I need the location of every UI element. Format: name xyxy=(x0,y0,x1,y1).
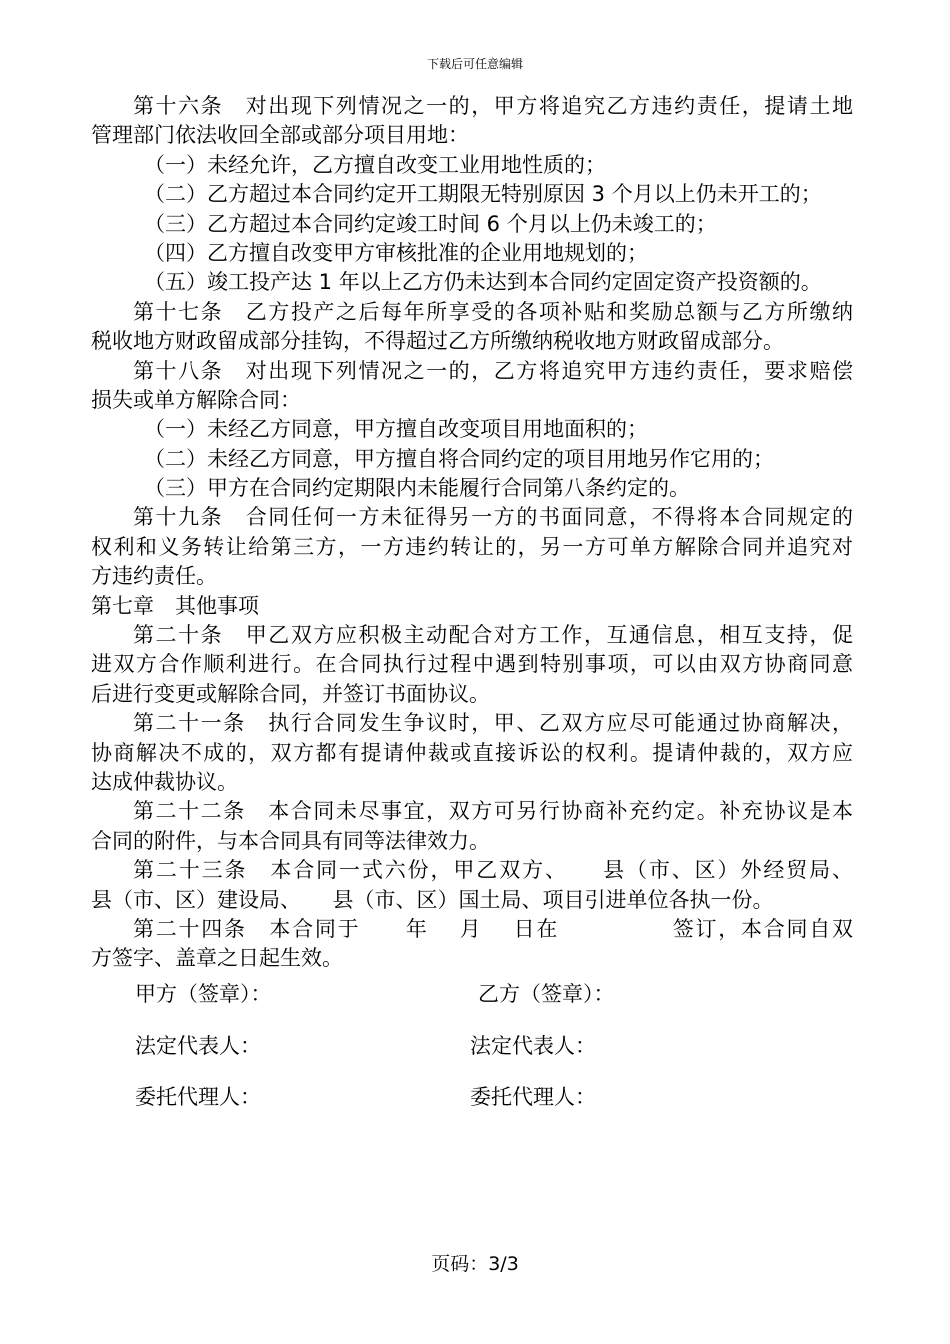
text-line: 协商解决不成的，双方都有提请仲裁或直接诉讼的权利。提请仲裁的，双方应 xyxy=(91,740,853,765)
text-line: 第十七条 乙方投产之后每年所享受的各项补贴和奖励总额与乙方所缴纳 xyxy=(133,299,853,324)
page-number: 页码：3/3 xyxy=(431,1253,519,1275)
text-line: （三）乙方超过本合同约定竣工时间 6 个月以上仍未竣工的； xyxy=(144,211,717,236)
text-line: （一）未经允许，乙方擅自改变工业用地性质的； xyxy=(144,152,606,177)
text-line: 第二十四条 本合同于 年 月 日在 签订，本合同自双 xyxy=(133,916,853,941)
text-line: 方违约责任。 xyxy=(91,564,217,589)
text-line: 达成仲裁协议。 xyxy=(91,769,238,794)
header-note: 下载后可任意编辑 xyxy=(426,57,523,71)
text-line: 管理部门依法收回全部或部分项目用地： xyxy=(91,123,469,148)
text-line: 损失或单方解除合同： xyxy=(91,387,301,412)
text-line: 权利和义务转让给第三方，一方违约转让的，另一方可单方解除合同并追究对 xyxy=(91,534,853,559)
text-line: 第十九条 合同任何一方未征得另一方的书面同意，不得将本合同规定的 xyxy=(133,505,853,530)
party-b-legal-rep-label: 法定代表人： xyxy=(470,1034,596,1058)
text-line: 第二十条 甲乙双方应积极主动配合对方工作，互通信息，相互支持，促 xyxy=(133,623,853,648)
party-a-legal-rep-label: 法定代表人： xyxy=(135,1034,261,1058)
party-b-agent-label: 委托代理人： xyxy=(470,1085,596,1109)
text-line: 第二十二条 本合同未尽事宜，双方可另行协商补充约定。补充协议是本 xyxy=(133,799,853,824)
text-line: 第十八条 对出现下列情况之一的，乙方将追究甲方违约责任，要求赔偿 xyxy=(133,358,853,383)
text-line: 税收地方财政留成部分挂钩，不得超过乙方所缴纳税收地方财政留成部分。 xyxy=(91,329,784,354)
party-a-agent-label: 委托代理人： xyxy=(135,1085,261,1109)
text-line: 后进行变更或解除合同，并签订书面协议。 xyxy=(91,681,490,706)
text-line: 第七章 其他事项 xyxy=(91,593,259,618)
text-line: （四）乙方擅自改变甲方审核批准的企业用地规划的； xyxy=(144,240,648,265)
party-a-seal-label: 甲方（签章）： xyxy=(135,982,272,1006)
text-line: （二）未经乙方同意，甲方擅自将合同约定的项目用地另作它用的； xyxy=(144,446,774,471)
text-line: （五）竣工投产达 1 年以上乙方仍未达到本合同约定固定资产投资额的。 xyxy=(144,270,822,295)
text-line: （二）乙方超过本合同约定开工期限无特别原因 3 个月以上仍未开工的； xyxy=(144,182,822,207)
text-line: 第二十三条 本合同一式六份，甲乙双方、 县（市、区）外经贸局、 xyxy=(133,858,853,883)
text-line: （三）甲方在合同约定期限内未能履行合同第八条约定的。 xyxy=(144,476,690,501)
text-line: 第二十一条 执行合同发生争议时，甲、乙双方应尽可能通过协商解决， xyxy=(133,711,853,736)
party-b-seal-label: 乙方（签章）： xyxy=(478,982,615,1006)
text-line: 进双方合作顺利进行。在合同执行过程中遇到特别事项，可以由双方协商同意 xyxy=(91,652,853,677)
text-line: （一）未经乙方同意，甲方擅自改变项目用地面积的； xyxy=(144,417,648,442)
text-line: 第十六条 对出现下列情况之一的，甲方将追究乙方违约责任，提请土地 xyxy=(133,94,853,118)
text-line: 县（市、区）建设局、 县（市、区）国土局、项目引进单位各执一份。 xyxy=(91,887,774,912)
text-line: 方签字、盖章之日起生效。 xyxy=(91,946,343,971)
text-line: 合同的附件，与本合同具有同等法律效力。 xyxy=(91,828,490,853)
